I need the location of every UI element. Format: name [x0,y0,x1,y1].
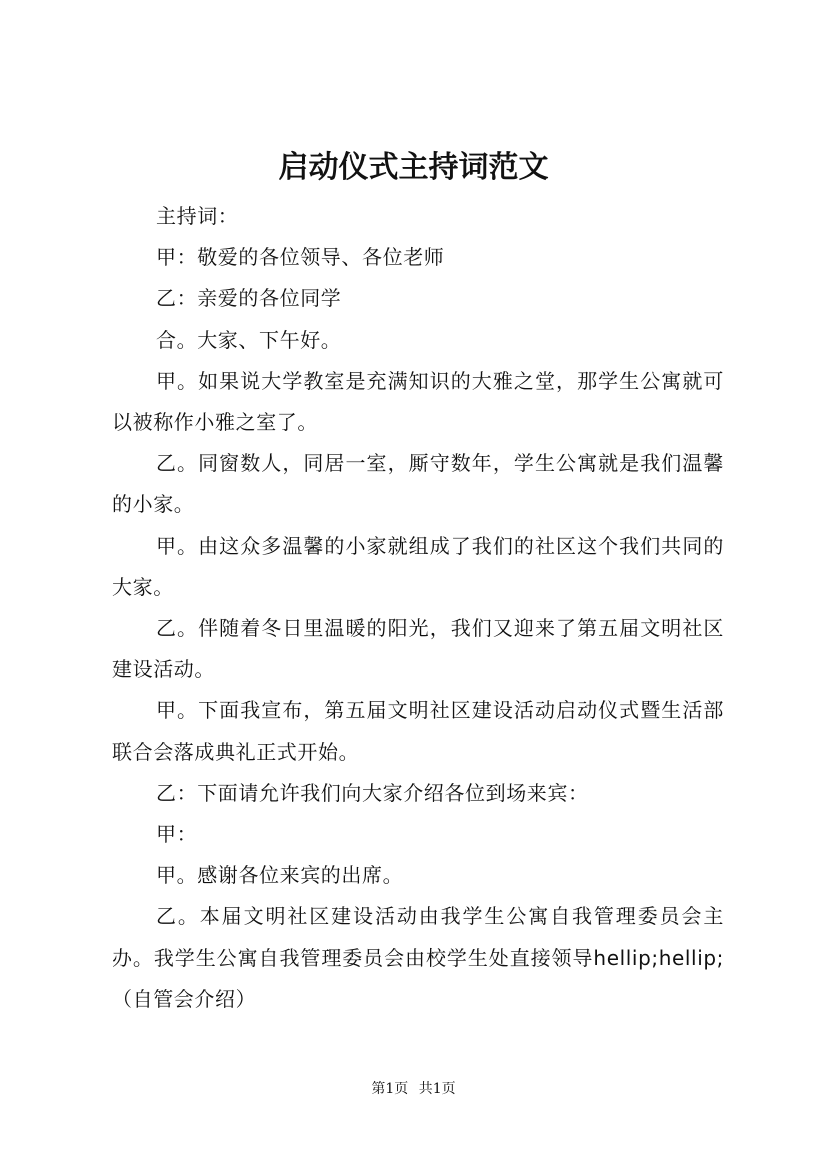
paragraph: 乙。伴随着冬日里温暖的阳光，我们又迎来了第五届文明社区建设活动。 [112,616,724,682]
page-total: 共1页 [418,1081,456,1097]
paragraph: 乙。本届文明社区建设活动由我学生公寓自我管理委员会主办。我学生公寓自我管理委员会由校学生处直接领导hellip;hellip;（自管会介绍） [112,904,724,1011]
paragraph: 甲：敬爱的各位领导、各位老师 [156,245,445,270]
paragraph: 甲。由这众多温馨的小家就组成了我们的社区这个我们共同的大家。 [112,533,724,599]
paragraph: 合。大家、下午好。 [156,327,342,352]
paragraph: 甲。如果说大学教室是充满知识的大雅之堂，那学生公寓就可以被称作小雅之室了。 [112,368,724,435]
paragraph: 甲。下面我宣布，第五届文明社区建设活动启动仪式暨生活部联合会落成典礼正式开始。 [112,698,724,764]
paragraph: 主持词： [156,204,239,228]
document-body [112,196,724,1020]
paragraph: 乙：下面请允许我们向大家介绍各位到场来宾： [156,780,589,805]
paragraph: 乙：亲爱的各位同学 [156,286,342,311]
paragraph: 甲。感谢各位来宾的出席。 [156,863,404,888]
page-footer [0,1079,827,1099]
document-title: 启动仪式主持词范文 [278,150,549,185]
paragraph: 甲： [156,822,198,847]
paragraph: 乙。同窗数人，同居一室，厮守数年，学生公寓就是我们温馨的小家。 [112,451,724,517]
page-number: 第1页 [371,1081,409,1097]
